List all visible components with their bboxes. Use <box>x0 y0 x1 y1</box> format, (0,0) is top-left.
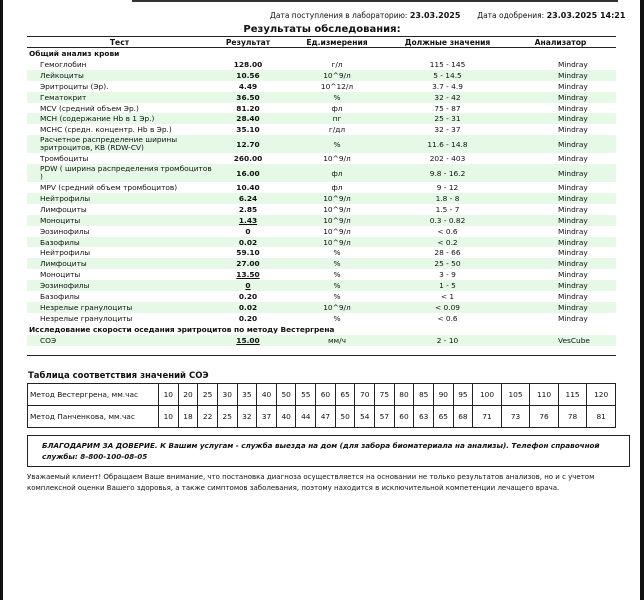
table-row <box>27 193 616 204</box>
soe-value: 55 <box>296 384 316 406</box>
table-row <box>27 335 616 346</box>
unit-value: 10^9/л <box>284 70 390 81</box>
soe-value: 73 <box>501 406 530 428</box>
analyzer-name: Mindray <box>505 92 616 103</box>
test-name: Эритроциты (Эр). <box>40 81 109 91</box>
unit-value: 10^9/л <box>323 154 351 164</box>
table-row <box>27 291 616 302</box>
table-row <box>27 113 616 124</box>
table-row <box>27 204 616 215</box>
unit-value: 10^9/л <box>284 302 390 313</box>
analyzer-name: Mindray <box>558 125 588 135</box>
soe-value: 115 <box>558 384 587 406</box>
table-row <box>27 81 616 92</box>
analyzer-name: Mindray <box>558 313 588 323</box>
soe-value: 32 <box>237 406 257 428</box>
reference-range: 2 - 10 <box>390 335 505 346</box>
soe-value: 68 <box>453 406 473 428</box>
result-value: 260.00 <box>233 154 263 164</box>
soe-value: 50 <box>276 384 296 406</box>
unit-value: г/л <box>331 59 343 69</box>
soe-value: 25 <box>217 406 237 428</box>
result-value: 0.02 <box>212 302 284 313</box>
table-row <box>27 59 616 70</box>
result-value: 4.49 <box>238 81 258 91</box>
result-value: 10.56 <box>212 70 284 81</box>
analyzer-name: Mindray <box>505 237 616 248</box>
soe-value: 40 <box>276 406 296 428</box>
test-name: Гематокрит <box>27 92 212 103</box>
result-value: 81.20 <box>236 103 260 113</box>
soe-value: 30 <box>217 384 237 406</box>
unit-value: % <box>284 135 390 153</box>
soe-method-label: Метод Панченкова, мм.час <box>28 406 159 428</box>
soe-value: 90 <box>433 384 453 406</box>
result-value: 12.70 <box>212 135 284 153</box>
test-name: Базофилы <box>40 291 80 301</box>
test-name: Моноциты <box>40 270 81 280</box>
analyzer-name: Mindray <box>505 280 616 291</box>
table-row <box>27 103 616 114</box>
col-header-norm: Должные значения <box>390 37 505 48</box>
soe-value: 75 <box>375 384 395 406</box>
table-row <box>27 164 616 182</box>
reference-range: 1.8 - 8 <box>390 193 505 204</box>
reference-range: 9.8 - 16.2 <box>390 164 505 182</box>
soe-value: 20 <box>178 384 198 406</box>
analyzer-name: Mindray <box>558 270 588 280</box>
result-value: 36.50 <box>212 92 284 103</box>
test-name: Нейтрофилы <box>40 248 91 258</box>
soe-correspondence-table <box>27 383 616 428</box>
reference-range: < 0.6 <box>437 226 458 236</box>
analyzer-name: Mindray <box>558 59 588 69</box>
soe-value: 81 <box>587 406 616 428</box>
table-row <box>27 92 616 103</box>
analyzer-name: Mindray <box>558 154 588 164</box>
results-header-row <box>27 37 616 48</box>
table-row <box>27 237 616 248</box>
soe-value: 110 <box>530 384 559 406</box>
analyzer-name: Mindray <box>505 258 616 269</box>
soe-table-title: Таблица соответствия значений СОЭ <box>28 371 209 381</box>
test-name: MPV (средний объем тромбоцитов) <box>40 183 178 193</box>
result-value: 27.00 <box>212 258 284 269</box>
unit-value: 10^9/л <box>323 204 351 214</box>
result-value: 16.00 <box>212 164 284 182</box>
soe-value: 78 <box>558 406 587 428</box>
test-name: Лейкоциты <box>27 70 212 81</box>
col-header-analyzer: Анализатор <box>505 37 616 48</box>
reference-range: 5 - 14.5 <box>390 70 505 81</box>
unit-value: 10^12/л <box>320 81 354 91</box>
reference-range: 9 - 12 <box>436 183 459 193</box>
table-row <box>27 70 616 81</box>
test-name: Базофилы <box>27 237 212 248</box>
analyzer-name: VesCube <box>505 335 616 346</box>
soe-value: 120 <box>587 384 616 406</box>
reference-range: 3 - 9 <box>439 270 456 280</box>
test-name: Тромбоциты <box>40 154 89 164</box>
table-row <box>27 247 616 258</box>
soe-value: 35 <box>237 384 257 406</box>
analyzer-name: Mindray <box>505 215 616 226</box>
soe-value: 85 <box>414 384 434 406</box>
unit-value: 10^9/л <box>284 237 390 248</box>
result-value: 0.20 <box>238 291 258 301</box>
test-name: MCV (средний объем Эр.) <box>40 103 139 113</box>
soe-value: 37 <box>257 406 277 428</box>
test-name: Нейтрофилы <box>27 193 212 204</box>
received-label: Дата поступления в лабораторию: <box>270 11 408 20</box>
page-border-right <box>640 0 644 600</box>
test-name: Незрелые гранулоциты <box>40 313 133 323</box>
soe-value: 70 <box>355 384 375 406</box>
top-rule <box>132 0 618 2</box>
soe-value: 54 <box>355 406 375 428</box>
soe-value: 40 <box>257 384 277 406</box>
dates-line <box>270 11 625 20</box>
reference-range: 1 - 5 <box>390 280 505 291</box>
soe-row <box>28 384 616 406</box>
analyzer-name: Mindray <box>505 135 616 153</box>
soe-value: 10 <box>159 406 179 428</box>
analyzer-name: Mindray <box>558 226 588 236</box>
soe-value: 95 <box>453 384 473 406</box>
result-value: 10.40 <box>236 183 260 193</box>
soe-method-label: Метод Вестергрена, мм.час <box>28 384 159 406</box>
test-name: Моноциты <box>27 215 212 226</box>
unit-value: мм/ч <box>284 335 390 346</box>
table-row <box>27 215 616 226</box>
reference-range: 32 - 37 <box>434 125 461 135</box>
result-value: 128.00 <box>233 59 263 69</box>
result-value: 1.43 <box>238 215 258 225</box>
result-value: 35.10 <box>236 125 260 135</box>
soe-value: 22 <box>198 406 218 428</box>
analyzer-name: Mindray <box>505 164 616 182</box>
result-value-cell <box>212 335 284 346</box>
result-value: 2.85 <box>238 204 258 214</box>
unit-value: % <box>284 92 390 103</box>
result-value: 59.10 <box>236 248 260 258</box>
section-header-row <box>27 48 616 60</box>
approved-date: 23.03.2025 14:21 <box>546 11 626 20</box>
reference-range: 25 - 31 <box>390 113 505 124</box>
analyzer-name: Mindray <box>558 103 588 113</box>
test-name: Гемоглобин <box>40 59 87 69</box>
analyzer-name: Mindray <box>505 193 616 204</box>
soe-value: 25 <box>198 384 218 406</box>
unit-value: фл <box>331 183 343 193</box>
soe-row <box>28 406 616 428</box>
reference-range: 3.7 - 4.9 <box>432 81 463 91</box>
soe-value: 18 <box>178 406 198 428</box>
analyzer-name: Mindray <box>558 204 588 214</box>
soe-value: 47 <box>316 406 336 428</box>
table-row <box>27 153 616 164</box>
result-value-cell <box>212 215 284 226</box>
soe-value: 44 <box>296 406 316 428</box>
result-value: 0 <box>245 226 251 236</box>
unit-value: % <box>333 313 341 323</box>
result-value: 6.24 <box>212 193 284 204</box>
test-name: Незрелые гранулоциты <box>27 302 212 313</box>
test-name: Лимфоциты <box>27 258 212 269</box>
test-name: MCHC (средн. концентр. Hb в Эр.) <box>40 125 172 135</box>
table-row <box>27 182 616 193</box>
reference-range: 202 - 403 <box>429 154 466 164</box>
col-header-test: Тест <box>27 37 212 48</box>
unit-value: % <box>333 270 341 280</box>
section-header-row <box>27 324 616 335</box>
result-value-cell <box>212 269 284 280</box>
section-title: Исследование скорости оседания эритроцитов по методу Вестергрена <box>29 324 335 334</box>
soe-value: 50 <box>335 406 355 428</box>
unit-value: г/дл <box>328 125 346 135</box>
analyzer-name: Mindray <box>505 113 616 124</box>
section-title: Общий анализ крови <box>29 49 120 58</box>
analyzer-name: Mindray <box>558 248 588 258</box>
reference-range: 28 - 66 <box>434 248 461 258</box>
approved-label: Дата одобрения: <box>477 11 545 20</box>
page-title: Результаты обследования: <box>243 24 401 35</box>
soe-value: 80 <box>394 384 414 406</box>
result-value: 13.50 <box>236 270 260 280</box>
soe-value: 65 <box>433 406 453 428</box>
soe-value: 63 <box>414 406 434 428</box>
unit-value: 10^9/л <box>323 226 351 236</box>
soe-value: 71 <box>473 406 502 428</box>
reference-range: 1.5 - 7 <box>435 204 460 214</box>
table-row <box>27 313 616 324</box>
table-row <box>27 226 616 237</box>
unit-value: пг <box>284 113 390 124</box>
soe-value: 57 <box>375 406 395 428</box>
analyzer-name: Mindray <box>558 291 588 301</box>
result-value: 0 <box>245 281 251 291</box>
table-row <box>27 135 616 153</box>
unit-value: 10^9/л <box>284 215 390 226</box>
table-row <box>27 258 616 269</box>
unit-value: фл <box>331 103 343 113</box>
test-name: Расчетное распределение ширины эритроцитов, КВ (RDW-CV) <box>27 135 212 153</box>
disclaimer-note: Уважаемый клиент! Обращаем Ваше внимание, что постановка диагноза осуществляется на основании не только результатов анализов, но и с учетом комплексной оценки Вашего здоровья, а также симптомов заболевания, поэтому находится в исключительной компетенции лечащего врача. <box>27 473 595 492</box>
analyzer-name: Mindray <box>505 70 616 81</box>
soe-value: 65 <box>335 384 355 406</box>
unit-value: % <box>284 258 390 269</box>
result-value: 28.40 <box>212 113 284 124</box>
reference-range: 0.3 - 0.82 <box>390 215 505 226</box>
page-border-left <box>0 0 3 600</box>
col-header-unit: Ед.измерения <box>284 37 390 48</box>
test-name: СОЭ <box>27 335 212 346</box>
soe-value: 105 <box>501 384 530 406</box>
analyzer-name: Mindray <box>505 302 616 313</box>
reference-range: < 1 <box>440 291 455 301</box>
reference-range: 32 - 42 <box>390 92 505 103</box>
table-row <box>27 124 616 135</box>
reference-range: 25 - 50 <box>390 258 505 269</box>
unit-value: 10^9/л <box>284 193 390 204</box>
result-value-cell <box>212 280 284 291</box>
reference-range: < 0.09 <box>390 302 505 313</box>
col-header-result: Результат <box>212 37 284 48</box>
unit-value: % <box>284 280 390 291</box>
soe-value: 60 <box>316 384 336 406</box>
table-row <box>27 302 616 313</box>
analyzer-name: Mindray <box>558 183 588 193</box>
result-value: 0.02 <box>212 237 284 248</box>
test-name: Эозинофилы <box>40 226 90 236</box>
result-value: 0.20 <box>238 313 258 323</box>
unit-value: % <box>333 291 341 301</box>
soe-value: 100 <box>473 384 502 406</box>
test-name: Лимфоциты <box>40 204 87 214</box>
test-name: Эозинофилы <box>27 280 212 291</box>
thanks-box: БЛАГОДАРИМ ЗА ДОВЕРИЕ. К Вашим услугам - служба выезда на дом (для забора биоматериала на анализы). Телефон справочной службы: 8-800-100-08-05 <box>27 435 630 467</box>
test-name: PDW ( ширина распределения тромбоцитов ) <box>27 164 212 182</box>
reference-range: 75 - 87 <box>434 103 461 113</box>
unit-value: % <box>333 248 341 258</box>
table-row <box>27 280 616 291</box>
received-date: 23.03.2025 <box>409 11 461 20</box>
table-row <box>27 269 616 280</box>
reference-range: < 0.6 <box>437 313 458 323</box>
reference-range: 115 - 145 <box>429 59 466 69</box>
test-name: MCH (содержание Hb в 1 Эр.) <box>27 113 212 124</box>
soe-value: 10 <box>159 384 179 406</box>
soe-value: 60 <box>394 406 414 428</box>
unit-value: фл <box>284 164 390 182</box>
reference-range: < 0.2 <box>390 237 505 248</box>
reference-range: 11.6 - 14.8 <box>390 135 505 153</box>
results-table <box>27 36 616 346</box>
section-divider <box>27 355 616 356</box>
analyzer-name: Mindray <box>558 81 588 91</box>
soe-value: 76 <box>530 406 559 428</box>
result-value: 15.00 <box>236 335 260 345</box>
